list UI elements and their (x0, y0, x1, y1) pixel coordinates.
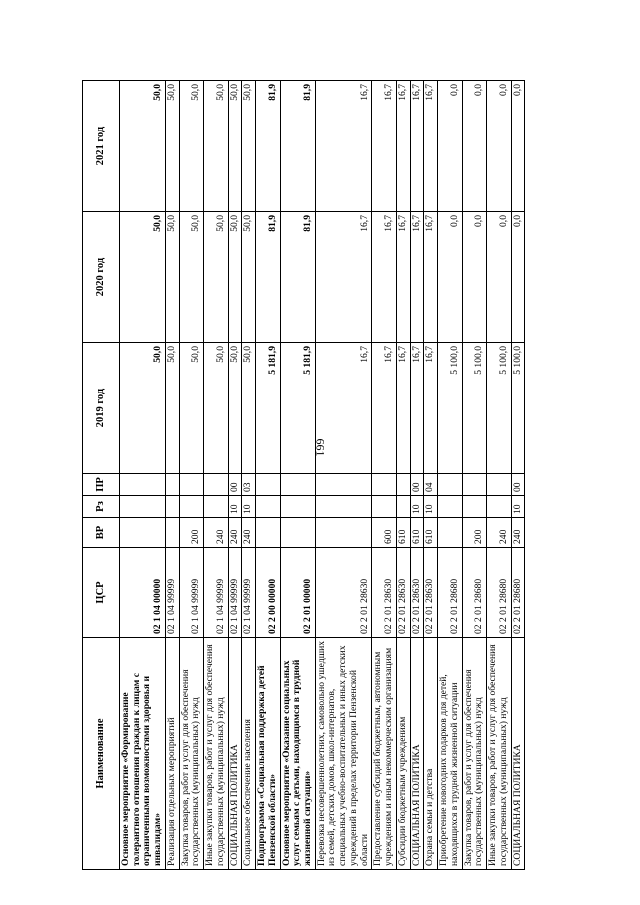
cell-name: СОЦИАЛЬНАЯ ПОЛИТИКА (410, 638, 424, 870)
table-header-row (83, 81, 120, 870)
page-number: 661 (313, 438, 328, 457)
cell-csr: 02 2 01 28680 (487, 548, 511, 638)
cell-2019: 50,0 (242, 343, 256, 474)
cell-2020: 50,0 (204, 212, 228, 343)
cell-pr (256, 474, 280, 496)
cell-pr (372, 474, 396, 496)
cell-pr (438, 474, 462, 496)
cell-2020: 16,7 (424, 212, 438, 343)
cell-rz: 10 (242, 496, 256, 518)
cell-vr: 240 (204, 518, 228, 548)
cell-csr: 02 2 01 28630 (372, 548, 396, 638)
table-row (396, 81, 410, 870)
table-row (256, 81, 280, 870)
cell-csr: 02 2 01 28630 (315, 548, 372, 638)
header-pr: ПР (83, 474, 120, 496)
cell-csr: 02 1 04 99999 (165, 548, 179, 638)
cell-pr (179, 474, 203, 496)
cell-2019: 50,0 (228, 343, 242, 474)
cell-pr: 00 (511, 474, 525, 496)
cell-vr (280, 518, 315, 548)
cell-2020: 0,0 (462, 212, 486, 343)
cell-2021: 50,0 (242, 81, 256, 212)
table-row (228, 81, 242, 870)
cell-pr (396, 474, 410, 496)
cell-name: Основное мероприятие «Формирование толерантного отношения граждан к лицам с ограниченными возможностями здоровья и инвалидам» (120, 638, 166, 870)
cell-2019: 5 100,0 (462, 343, 486, 474)
cell-vr: 200 (179, 518, 203, 548)
table-row (315, 81, 372, 870)
cell-name: Охрана семьи и детства (424, 638, 438, 870)
cell-2020: 0,0 (438, 212, 462, 343)
table-body (120, 81, 525, 870)
table-row (487, 81, 511, 870)
cell-2021: 50,0 (204, 81, 228, 212)
cell-2020: 0,0 (511, 212, 525, 343)
cell-2021: 50,0 (120, 81, 166, 212)
cell-csr: 02 1 04 99999 (179, 548, 203, 638)
cell-2021: 81,9 (280, 81, 315, 212)
cell-pr (462, 474, 486, 496)
cell-rz (280, 496, 315, 518)
cell-vr: 600 (372, 518, 396, 548)
cell-2021: 0,0 (438, 81, 462, 212)
cell-2019: 5 100,0 (487, 343, 511, 474)
cell-2020: 16,7 (315, 212, 372, 343)
cell-2021: 16,7 (372, 81, 396, 212)
cell-rz (256, 496, 280, 518)
cell-rz (165, 496, 179, 518)
cell-2020: 50,0 (228, 212, 242, 343)
cell-2019: 5 100,0 (438, 343, 462, 474)
cell-pr: 00 (228, 474, 242, 496)
cell-2020: 16,7 (410, 212, 424, 343)
cell-vr: 610 (424, 518, 438, 548)
cell-name: Основное мероприятие «Оказание социальных услуг семьям с детьми, находящимся в трудной жизненной ситуации» (280, 638, 315, 870)
cell-rz (315, 496, 372, 518)
cell-rz (487, 496, 511, 518)
cell-name: Приобретение новогодних подарков для детей, находящихся в трудной жизненной ситуации (438, 638, 462, 870)
cell-vr (120, 518, 166, 548)
cell-2021: 0,0 (511, 81, 525, 212)
cell-vr: 200 (462, 518, 486, 548)
cell-2019: 50,0 (120, 343, 166, 474)
cell-pr (120, 474, 166, 496)
cell-2019: 5 181,9 (280, 343, 315, 474)
header-vr: ВР (83, 518, 120, 548)
table-row (424, 81, 438, 870)
table-row (179, 81, 203, 870)
header-2019: 2019 год (83, 343, 120, 474)
cell-2020: 81,9 (280, 212, 315, 343)
cell-vr: 610 (410, 518, 424, 548)
rotated-table-container (82, 80, 587, 870)
cell-pr (165, 474, 179, 496)
cell-vr: 240 (242, 518, 256, 548)
cell-2021: 16,7 (410, 81, 424, 212)
table-row (242, 81, 256, 870)
budget-table (82, 80, 525, 870)
cell-rz (120, 496, 166, 518)
cell-2020: 50,0 (179, 212, 203, 343)
cell-2019: 50,0 (165, 343, 179, 474)
cell-2019: 16,7 (315, 343, 372, 474)
cell-vr (165, 518, 179, 548)
cell-pr: 00 (410, 474, 424, 496)
header-rz: Рз (83, 496, 120, 518)
cell-2019: 5 100,0 (511, 343, 525, 474)
cell-csr: 02 2 01 28630 (410, 548, 424, 638)
cell-name: Иные закупки товаров, работ и услуг для обеспечения государственных (муниципальных) нужд (204, 638, 228, 870)
cell-2020: 16,7 (396, 212, 410, 343)
cell-pr (487, 474, 511, 496)
cell-2020: 81,9 (256, 212, 280, 343)
cell-vr (256, 518, 280, 548)
table-row (462, 81, 486, 870)
cell-rz: 10 (511, 496, 525, 518)
cell-name: СОЦИАЛЬНАЯ ПОЛИТИКА (511, 638, 525, 870)
cell-2021: 16,7 (315, 81, 372, 212)
cell-name: Иные закупки товаров, работ и услуг для обеспечения государственных (муниципальных) нужд (487, 638, 511, 870)
cell-csr: 02 1 04 99999 (228, 548, 242, 638)
cell-name: Подпрограмма «Социальная поддержка детей Пензенской области» (256, 638, 280, 870)
cell-2019: 16,7 (424, 343, 438, 474)
table-row (511, 81, 525, 870)
cell-csr: 02 2 01 00000 (280, 548, 315, 638)
cell-rz (372, 496, 396, 518)
cell-2019: 5 181,9 (256, 343, 280, 474)
header-name: Наименование (83, 638, 120, 870)
header-2021: 2021 год (83, 81, 120, 212)
cell-vr: 240 (487, 518, 511, 548)
cell-csr: 02 2 01 28680 (511, 548, 525, 638)
cell-2020: 16,7 (372, 212, 396, 343)
cell-pr (280, 474, 315, 496)
cell-csr: 02 1 04 99999 (204, 548, 228, 638)
cell-2020: 50,0 (120, 212, 166, 343)
cell-2021: 50,0 (228, 81, 242, 212)
table-wrapper (82, 80, 587, 870)
cell-name: СОЦИАЛЬНАЯ ПОЛИТИКА (228, 638, 242, 870)
cell-name: Перевозка несовершеннолетних, самовольно ушедших из семей, детских домов, школ-интернатов, специальных учебно-воспитательных и иных детских учреждений в пределах территории Пензенской области (315, 638, 372, 870)
cell-rz (204, 496, 228, 518)
cell-name: Предоставление субсидий бюджетным, автономным учреждениям и иным некоммерческим организациям (372, 638, 396, 870)
cell-vr (315, 518, 372, 548)
cell-2021: 0,0 (487, 81, 511, 212)
cell-rz: 10 (410, 496, 424, 518)
cell-vr: 240 (511, 518, 525, 548)
cell-csr: 02 1 04 99999 (242, 548, 256, 638)
cell-2021: 81,9 (256, 81, 280, 212)
cell-2019: 50,0 (204, 343, 228, 474)
cell-2020: 50,0 (242, 212, 256, 343)
cell-vr: 240 (228, 518, 242, 548)
cell-name: Субсидии бюджетным учреждениям (396, 638, 410, 870)
cell-2021: 50,0 (165, 81, 179, 212)
cell-rz (179, 496, 203, 518)
cell-csr: 02 2 01 28680 (462, 548, 486, 638)
cell-pr (315, 474, 372, 496)
cell-csr: 02 2 01 28630 (396, 548, 410, 638)
cell-2020: 0,0 (487, 212, 511, 343)
cell-vr: 610 (396, 518, 410, 548)
table-row (410, 81, 424, 870)
cell-pr: 04 (424, 474, 438, 496)
table-row (204, 81, 228, 870)
cell-rz (438, 496, 462, 518)
table-row (120, 81, 166, 870)
cell-name: Реализация отдельных мероприятий (165, 638, 179, 870)
cell-name: Закупка товаров, работ и услуг для обеспечения государственных (муниципальных) нужд (462, 638, 486, 870)
header-csr: ЦСР (83, 548, 120, 638)
table-row (280, 81, 315, 870)
table-row (372, 81, 396, 870)
cell-pr: 03 (242, 474, 256, 496)
cell-name: Социальное обеспечение населения (242, 638, 256, 870)
cell-2019: 50,0 (179, 343, 203, 474)
cell-rz: 10 (424, 496, 438, 518)
cell-pr (204, 474, 228, 496)
cell-csr: 02 2 01 28630 (424, 548, 438, 638)
cell-2021: 0,0 (462, 81, 486, 212)
table-row (438, 81, 462, 870)
cell-rz: 10 (228, 496, 242, 518)
table-row (165, 81, 179, 870)
cell-rz (462, 496, 486, 518)
header-2020: 2020 год (83, 212, 120, 343)
cell-2021: 50,0 (179, 81, 203, 212)
cell-rz (396, 496, 410, 518)
cell-2020: 50,0 (165, 212, 179, 343)
cell-2021: 16,7 (424, 81, 438, 212)
cell-name: Закупка товаров, работ и услуг для обеспечения государственных (муниципальных) нужд (179, 638, 203, 870)
cell-2019: 16,7 (410, 343, 424, 474)
cell-csr: 02 2 00 00000 (256, 548, 280, 638)
cell-2019: 16,7 (396, 343, 410, 474)
cell-2021: 16,7 (396, 81, 410, 212)
cell-2019: 16,7 (372, 343, 396, 474)
cell-vr (438, 518, 462, 548)
cell-csr: 02 1 04 00000 (120, 548, 166, 638)
cell-csr: 02 2 01 28680 (438, 548, 462, 638)
